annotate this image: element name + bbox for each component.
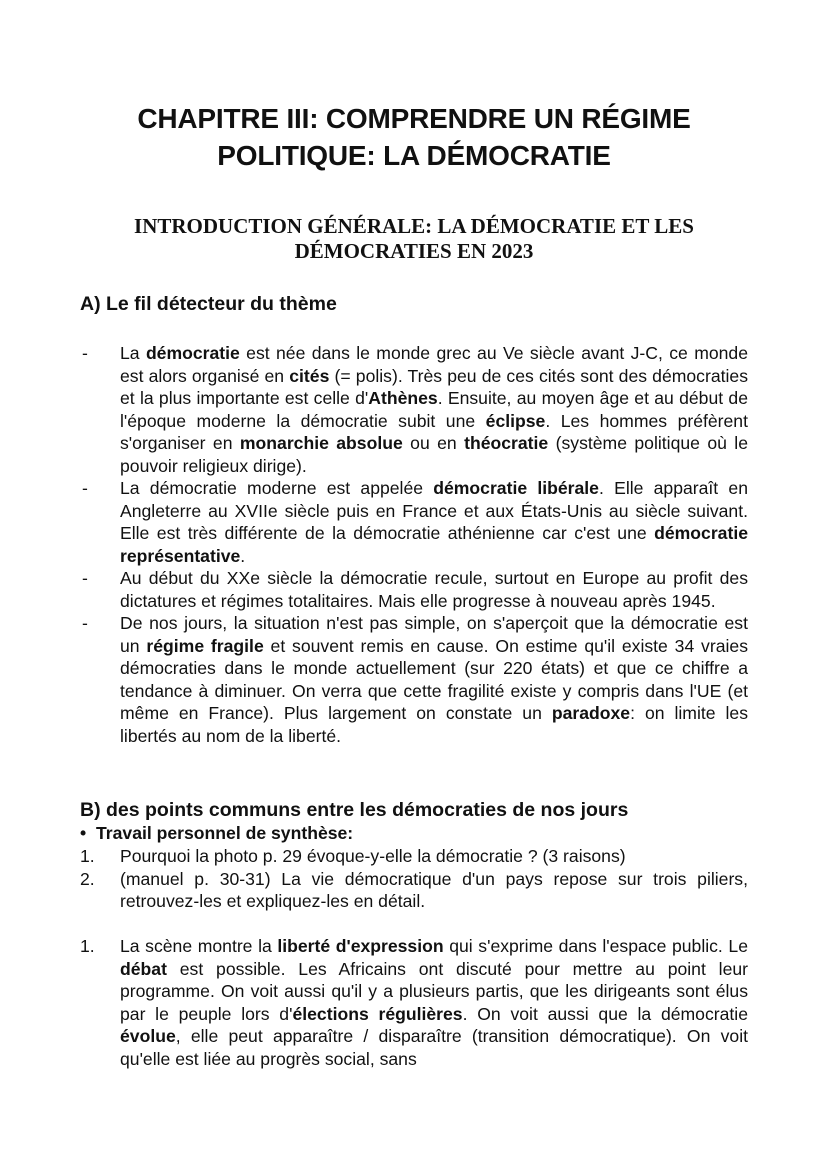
work-heading-text: Travail personnel de synthèse:	[96, 823, 354, 843]
list-item	[80, 477, 748, 567]
text-run: . Elle apparaît en Angleterre au XVIIe siècle puis en France et aux États-Unis au siècle suivant. Elle est très différente de la démocratie athénienne car c'est une	[120, 478, 748, 543]
list-marker: -	[82, 613, 88, 633]
text-run: : on limite les libertés au nom de la liberté.	[120, 703, 748, 746]
emphasis-term: paradoxe	[551, 703, 631, 723]
text-run: Au début du XXe siècle la démocratie recule, surtout en Europe au profit des dictatures et régimes totalitaires. Mais elle progresse à nouveau après 1945.	[120, 568, 748, 611]
text-run: . Ensuite, au moyen âge et au début de l'époque moderne la démocratie subit une	[120, 388, 748, 431]
text-run: , elle peut apparaître / disparaître (transition démocratique). On voit qu'elle est liée au progrès social, sans	[120, 1026, 748, 1069]
intro-title-line-1: INTRODUCTION GÉNÉRALE: LA DÉMOCRATIE ET LES	[134, 214, 694, 238]
text-run: La scène montre la	[120, 936, 278, 956]
text-run: De nos jours, la situation n'est pas simple, on s'aperçoit que la démocratie est un	[120, 613, 748, 656]
text-run: La	[120, 343, 146, 363]
section-a-list	[80, 342, 748, 747]
introduction-title	[80, 214, 748, 264]
question-item	[80, 868, 748, 913]
text-run: est née dans le monde grec au Ve siècle avant J-C, ce monde est alors organisé en	[120, 343, 748, 386]
list-item	[80, 935, 748, 1070]
list-marker: -	[82, 343, 88, 363]
list-marker: 1.	[80, 936, 95, 956]
questions-list	[80, 845, 748, 913]
text-run: . On voit aussi que la démocratie	[462, 1003, 748, 1024]
list-item	[80, 567, 748, 612]
question-number: 2.	[80, 868, 95, 889]
question-text: Pourquoi la photo p. 29 évoque-y-elle la démocratie ? (3 raisons)	[120, 846, 626, 866]
text-run: La démocratie moderne est appelée	[120, 478, 434, 498]
question-text: (manuel p. 30-31) La vie démocratique d'un pays repose sur trois piliers, retrouvez-les et expliquez-les en détail.	[120, 868, 748, 911]
bullet-icon: •	[80, 823, 87, 843]
list-item	[80, 612, 748, 747]
emphasis-term: élections régulières	[292, 1003, 463, 1024]
emphasis-term: Athènes	[368, 388, 438, 408]
answers-list	[80, 935, 748, 1070]
section-b-heading: B) des points communs entre les démocraties de nos jours	[80, 799, 629, 821]
list-item	[80, 342, 748, 477]
emphasis-term: évolue	[120, 1026, 176, 1046]
emphasis-term: monarchie absolue	[239, 433, 403, 453]
emphasis-term: démocratie libérale	[433, 478, 599, 498]
chapter-title	[80, 100, 748, 174]
emphasis-term: cités	[289, 365, 330, 386]
question-item	[80, 845, 748, 868]
work-heading	[80, 822, 353, 844]
list-marker: -	[82, 478, 88, 498]
text-run: .	[240, 545, 246, 566]
section-a-heading: A) Le fil détecteur du thème	[80, 293, 337, 315]
question-number: 1.	[80, 846, 95, 866]
text-run: est possible. Les Africains ont discuté pour mettre au point leur programme. On voit aussi qu'il y a plusieurs partis, que les dirigeants sont élus par le peuple lors d'	[120, 958, 748, 1024]
list-marker: -	[82, 568, 88, 588]
emphasis-term: théocratie	[464, 433, 549, 453]
emphasis-term: démocratie représentative	[120, 523, 748, 566]
text-run: qui s'exprime dans l'espace public. Le	[443, 936, 748, 956]
intro-title-line-2: DÉMOCRATIES EN 2023	[294, 239, 534, 263]
chapter-title-line-1: CHAPITRE III: COMPRENDRE UN RÉGIME	[137, 103, 691, 134]
text-run: (= polis). Très peu de ces cités sont des démocraties et la plus importante est celle d'	[120, 365, 749, 408]
chapter-title-line-2: POLITIQUE: LA DÉMOCRATIE	[217, 140, 611, 171]
emphasis-term: démocratie	[145, 343, 240, 363]
text-run: (système politique où le pouvoir religieux dirige).	[120, 433, 748, 476]
text-run: . Les hommes préfèrent s'organiser en	[120, 410, 748, 453]
text-run: ou en	[402, 433, 465, 453]
emphasis-term: régime fragile	[146, 635, 264, 656]
text-run: et souvent remis en cause. On estime qu'il existe 34 vraies démocraties dans le monde actuellement (sur 220 états) et que ce chiffre a tendance à diminuer. On verra que cette fragilité existe y compris dans l'UE (et même en France). Plus largement on constate un	[120, 635, 748, 723]
emphasis-term: éclipse	[485, 410, 546, 431]
emphasis-term: débat	[120, 958, 167, 979]
emphasis-term: liberté d'expression	[277, 936, 444, 956]
